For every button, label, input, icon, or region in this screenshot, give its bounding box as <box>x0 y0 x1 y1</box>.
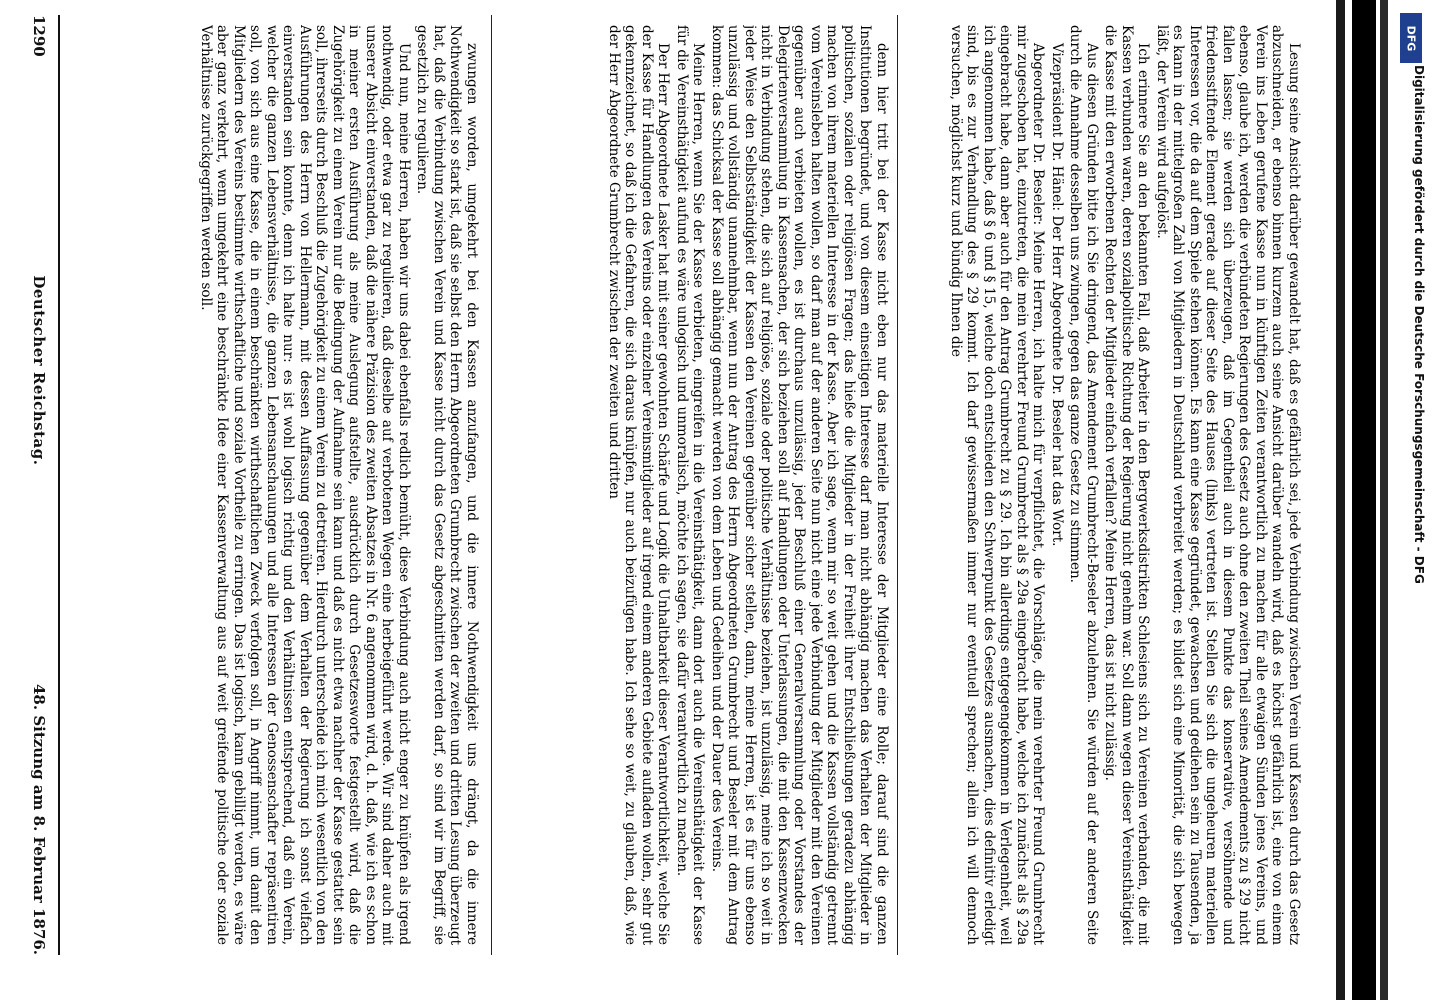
credit-text: Digitalisierung gefördert durch die Deutsche Forschungsgemeinschaft - DFG <box>1412 65 1426 584</box>
text-column-3 <box>902 25 1302 945</box>
scan-border <box>1336 0 1345 1000</box>
paragraph: Meine Herren, wenn Sie der Kasse verbieten, eingreifen in die Vereinsthätigkeit, dann dort auch die Vereinsthätigkeit der Kasse für die Vereinsthätigkeit aufund es wäre unlogisch und unmoralisch, möchte ich sagen, sie dafür verantwortlich zu machen. <box>674 25 707 945</box>
text-column-1 <box>70 25 480 945</box>
paragraph: Und nun, meine Herren, haben wir uns dabei ebenfalls redlich bemüht, diese Verbindung auch nicht enger zu knüpfen als irgend nothwendig, oder etwa gar zu regulieren, daß dieselbe auf verbotenen Wegen eine herbeigeführt werde. Wir sind daher auch mit unserer Absicht einverstanden, daß die nähere Präzision des zweiten Absatzes in Nr. 6 angenommen wird, d. h. daß, wie ich es schon in meiner ersten Ausführung als meine Auslegung aufstellte, ausdrücklich durch Gesetzesworte festgestellt wird, daß die Zugehörigkeit zu einem Verein nur die Bedingung der Aufnahme sein kann und daß es nicht etwa nachher der Kasse gestattet sein soll, ihrerseits durch Beschluß die Zugehörigkeit zu einem Verein zu detretiren. Hierdurch unterscheide ich mich wesentlich von den Ausführungen des Herrn von Hellermann, mit dessen Auffassung gegenüber dem Verhalten der Regierung ich sonst vielfach einverstanden sein konnte, denn ich halte nur: es ist wohl logisch richtig und den Verhältnissen entsprechend, daß ein Verein, welcher die ganzen Lebensverhältnisse, die ganzen Lebensanschauungen und alle Interessen der Genossenschafter repräsentiren soll, von sich aus eine Kasse, die in einem beschränkten wirthschaftlichen Zweck verfolgen soll, in Angriff nimmt, um damit den Mitgliedern des Vereins bestimmte wirthschaftliche und soziale Vortheile zu erringen. Das ist logisch, kann gebilligt werden, es wäre aber ganz verkehrt, wenn umgekehrt eine beschränkte Idee einer Kassenverwaltung aus auf weit greifende politische oder soziale Verhältnisse zurückgegriffen werden soll. <box>198 25 412 945</box>
digitization-credit <box>1392 5 1432 995</box>
session-line: 48. Sitzung am 8. Februar 1876. <box>30 684 48 955</box>
paragraph: Lesung seine Ansicht darüber gewandelt hat, daß es gefährlich sei, jede Verbindung zwischen Verein und Kassen durch das Gesetz abzuschneiden, er ebenso binnen kurzem auch seine Ansicht darüber wandeln wird, daß es höchst gefährlich ist, eine von einem Verein ins Leben gerufene Kasse nun in künftigen Zeiten verantwortlich zu machen für alle etwaigen Sünden jenes Vereins, und ebenso, glaube ich, werden die verbündeten Regierungen des Gesetz auch ohne den zweiten Theil seines Amendements zu § 29 nicht fallen lassen; sie werden sich überzeugen, daß im Gegentheil auch in diesem Punkte das konservative, versöhnende und friedensstiftende Element gerade auf dieser Seite des Hauses (links) vertreten ist. Stellen Sie sich die ungeheuren materiellen Interessen vor, die da auf dem Spiele stehen können. Es kann eine Kasse gegründet, gewachsen und gediehen sein zu Tausenden, ja es kann in der mittelgroßen Zahl von Mitgliedern in Deutschland verbreitet werden; es bildet sich eine Minorität, die sich bewegen läßt, der Verein wird aufgelöst. <box>1154 25 1302 945</box>
scan-border <box>1352 0 1376 1000</box>
paragraph: denn hier tritt bei der Kasse nicht eben nur das materielle Interesse der Mitglieder eine Rolle; darauf sind die ganzen Institutionen begründet, und von diesem einseitigen Interesse darf man nicht abhängig machen das Verhalten der Mitglieder in politischen, sozialen oder religiösen Fragen; das hieße die Mitglieder in der Freiheit ihrer Entschließungen geradezu abhängig machen von ihrem materiellen Interesse in der Kasse. Aber ich sage, wenn mir so weit gehen und die Kassen vollständig getrennt vom Vereinsleben halten wollen, so darf man auf der anderen Seite nun nicht eine jede Verbindung der Mitglieder mit den Vereinen gegenüber auch verbieten wollen, es ist durchaus unzulässig, jeder Beschluß einer Generalversammlung oder Vorstandes der Delegirtenversammlung in Kassensachen, der sich beziehen soll auf Handlungen oder Unterlassungen, die mit den Kassenzwecken nicht in Verbindung stehen, die sich auf religiöse, soziale oder politische Verhältnisse beziehen, ist unzulässig, meine ich so weit in jeder Weise den Selbstständigkeit der Kassen den Vereinen gegenüber sicher stellen, dann, meine Herren, ist es für uns ebenso unzulässig und vollständig unannehmbar, wenn nun der Antrag des Herrn Abgeordneten Grumbrecht und Beseler mit dem Antrag kommen: das Schicksal der Kasse soll abhängig gemacht werden von dem Leben und Gedeihen und der Dauer des Vereins. <box>709 25 890 945</box>
column-divider <box>897 15 898 955</box>
paragraph: Vizepräsident Dr. Hänel: Der Herr Abgeordnete Dr. Beseler hat das Wort. <box>1049 43 1065 547</box>
publication-title: Deutscher Reichstag. <box>30 275 48 466</box>
page-number: 1290 <box>30 15 48 57</box>
dfg-logo-icon: DFG <box>1400 13 1422 63</box>
paragraph: Aus diesen Gründen bitte ich Sie dringend, das Amendement Grumbrecht-Beseler abzulehnen. Sie würden auf der anderen Seite durch die Annahme desselben uns zwingen, gegen das ganze Gesetz zu stimmen. <box>1067 25 1100 945</box>
header-rule <box>58 15 60 955</box>
page-header <box>23 15 55 955</box>
paragraph: Ich erinnere Sie an den bekannten Fall, daß Arbeiter in den Bergwerksdistrikten Schlesiens sich zu Vereinen verbanden, die mit Kassen verbunden waren, deren sozialpolitische Richtung der Regierung nicht genehm war. Soll dann wegen dieser Vereinsthätigkeit die Kasse mit den erworbenen Rechten der Mitglieder einfach verfallen? Meine Herren, das ist nicht zulässig. <box>1102 25 1152 945</box>
paragraph: Abgeordneter Dr. Beseler: Meine Herren, ich halte mich für verpflichtet, die Vorschläge, die mein verehrter Freund Grumbrecht mir zugeschoben hat, einzutreten, die mein verehrter Freund Grumbrecht als § 29a eingebracht habe, welche ich zunächst als § 29a eingebracht habe, dann aber auch für den Antrag Grumbrecht zu § 29. Ich bin allerdings entgegengekommen in Verlegenheit, weil ich angenommen habe, daß § 6 und § 15, welche doch entschieden den Schwerpunkt des Gesetzes ausmachen, dies definitiv erledigt sind, bis es zur Verhandlung des § 29 kommt. Ich darf gewissermaßen immer nur eventuell sprechen; allein ich will dennoch versuchen, möglichst kurz und bündig Ihnen die <box>948 25 1047 945</box>
column-divider <box>491 15 492 955</box>
paragraph: Der Herr Abgeordnete Lasker hat mit seiner gewohnten Schärfe und Logik die Unhaltbarkeit dieser Verantwortlichkeit, welche Sie der Kasse für Handlungen des Vereins oder einzelner Vereinsmitglieder auf irgend einem anderen Gebiete aufladen wollen, sehr gut gekennzeichnet, so daß ich die Gefahren, die sich daraus knüpfen, nur auch beizufügen habe. Ich sehe so weit, zu glauben, daß, wie der Herr Abgeordnete Grumbrecht zwischen der zweiten und dritten <box>606 25 672 945</box>
paragraph: zwungen worden, umgekehrt bei den Kassen anzufangen, und die innere Nothwendigkeit uns drängt, da die innere Nothwendigkeit so stark ist, daß sie selbst den Herrn Abgeordneten Grumbrecht zwischen der zweiten und dritten Lesung überzeugt hat, daß die Verbindung zwischen Verein und Kasse nicht durch das Gesetz abgeschnitten werden darf, so sind wir im Begriff, sie gesetzlich zu regulieren. <box>414 25 480 945</box>
scan-border <box>1380 0 1388 1000</box>
text-column-2 <box>500 25 890 945</box>
page-content <box>10 15 1310 955</box>
